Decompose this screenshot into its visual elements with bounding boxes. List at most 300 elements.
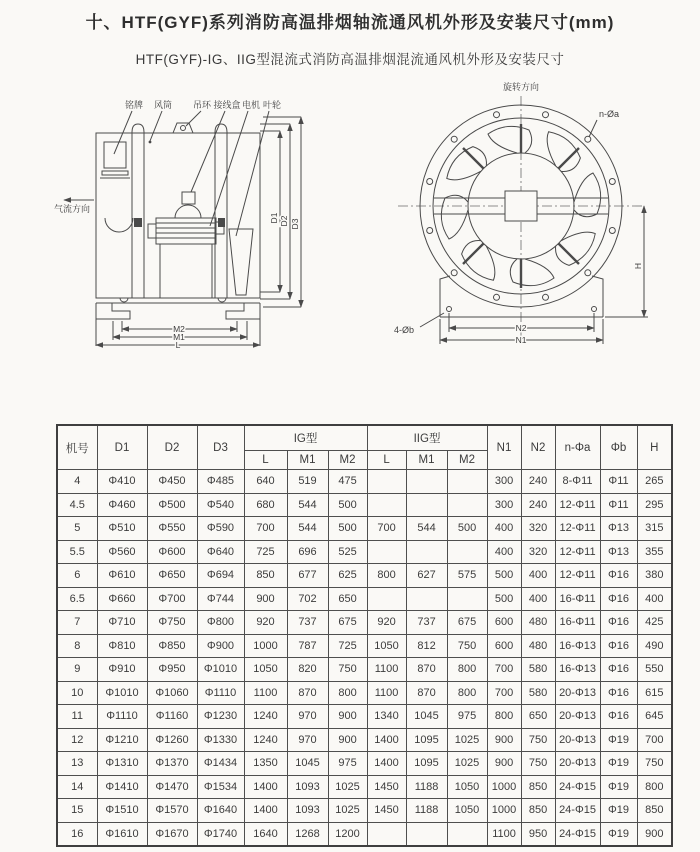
col-group-ig: IG型 <box>244 425 367 451</box>
cell: 9 <box>57 658 97 682</box>
table-row <box>57 517 672 541</box>
cell: 900 <box>487 752 521 776</box>
cell: 580 <box>521 681 555 705</box>
rotation-direction-label: 旋转方向 <box>502 82 540 92</box>
col-header-d2: D2 <box>147 425 197 470</box>
cell: 725 <box>328 634 367 658</box>
cell: 12-Φ11 <box>555 517 600 541</box>
cell: 787 <box>287 634 328 658</box>
base-notches <box>120 298 226 302</box>
cell: Φ590 <box>197 517 244 541</box>
table-row <box>57 799 672 823</box>
col-header-h: H <box>637 425 672 470</box>
cell: Φ1260 <box>147 728 197 752</box>
cell: 500 <box>328 493 367 517</box>
cell: 355 <box>637 540 672 564</box>
cell: Φ660 <box>97 587 147 611</box>
motor-pedestal <box>160 244 212 298</box>
cell: 10 <box>57 681 97 705</box>
flange-ring-left <box>132 124 144 298</box>
cell <box>406 822 447 846</box>
dim-label-n1: N1 <box>515 335 527 345</box>
cell <box>406 493 447 517</box>
cell: 1100 <box>487 822 521 846</box>
cell: Φ16 <box>600 634 637 658</box>
cell: 380 <box>637 564 672 588</box>
cell: 490 <box>637 634 672 658</box>
cell <box>367 540 406 564</box>
cell <box>367 822 406 846</box>
cell: Φ19 <box>600 775 637 799</box>
cell: 1240 <box>244 705 287 729</box>
cell: Φ1160 <box>147 705 197 729</box>
cell: 475 <box>328 470 367 494</box>
cell: Φ1670 <box>147 822 197 846</box>
cell: 1050 <box>244 658 287 682</box>
fan-casing <box>96 133 260 298</box>
cell: Φ710 <box>97 611 147 635</box>
cell: 1025 <box>447 752 487 776</box>
cell: 1100 <box>367 681 406 705</box>
cell: 20-Φ13 <box>555 705 600 729</box>
cell: 240 <box>521 493 555 517</box>
cell: Φ1010 <box>197 658 244 682</box>
cell: Φ1010 <box>97 681 147 705</box>
cell: Φ485 <box>197 470 244 494</box>
cell: 1400 <box>367 752 406 776</box>
cell: Φ19 <box>600 752 637 776</box>
cell: 650 <box>521 705 555 729</box>
cell: 970 <box>287 705 328 729</box>
leader-line <box>150 111 162 141</box>
table-row <box>57 681 672 705</box>
cell: 320 <box>521 540 555 564</box>
motor-label: 电机 <box>241 100 261 110</box>
cell: 24-Φ15 <box>555 775 600 799</box>
cell: 1200 <box>328 822 367 846</box>
cell: 6.5 <box>57 587 97 611</box>
cell: Φ600 <box>147 540 197 564</box>
cell: 1188 <box>406 775 447 799</box>
cell: 1050 <box>367 634 406 658</box>
col-header-ig-l: L <box>244 451 287 470</box>
table-row <box>57 775 672 799</box>
cell: Φ16 <box>600 564 637 588</box>
cell: 750 <box>521 728 555 752</box>
cell: Φ510 <box>97 517 147 541</box>
motor-dome <box>175 205 201 218</box>
leader-dot <box>149 141 152 144</box>
table-row <box>57 822 672 846</box>
cell: 700 <box>244 517 287 541</box>
cell: Φ1470 <box>147 775 197 799</box>
cell: Φ1510 <box>97 799 147 823</box>
cell: 625 <box>328 564 367 588</box>
pedestal-right <box>592 276 603 317</box>
cell: 315 <box>637 517 672 541</box>
cell: 1000 <box>487 775 521 799</box>
cell: 920 <box>367 611 406 635</box>
col-header-machine-no: 机号 <box>57 425 97 470</box>
bearing-block-right <box>218 218 225 227</box>
cell: 812 <box>406 634 447 658</box>
cell: 870 <box>287 681 328 705</box>
cell: Φ16 <box>600 587 637 611</box>
cell: 16-Φ11 <box>555 611 600 635</box>
bearing-block-left <box>134 218 142 227</box>
cell <box>447 470 487 494</box>
cell: Φ550 <box>147 517 197 541</box>
cell: 900 <box>328 728 367 752</box>
cell: 615 <box>637 681 672 705</box>
cell: 20-Φ13 <box>555 728 600 752</box>
cell: 500 <box>487 564 521 588</box>
cell: Φ694 <box>197 564 244 588</box>
col-header-d1: D1 <box>97 425 147 470</box>
cell: 16 <box>57 822 97 846</box>
cell: 1050 <box>447 799 487 823</box>
flange-holes-label: n-Øa <box>599 109 620 119</box>
cell: 1400 <box>244 799 287 823</box>
cell: 870 <box>406 681 447 705</box>
cell: 675 <box>328 611 367 635</box>
cell: 295 <box>637 493 672 517</box>
cell: 8 <box>57 634 97 658</box>
cell: Φ1610 <box>97 822 147 846</box>
cell: 16-Φ11 <box>555 587 600 611</box>
cell: Φ19 <box>600 799 637 823</box>
diffuser-cone <box>229 229 253 295</box>
table-row <box>57 470 672 494</box>
cell: Φ744 <box>197 587 244 611</box>
cell: 5.5 <box>57 540 97 564</box>
cell <box>447 540 487 564</box>
impeller-label: 叶轮 <box>262 100 282 110</box>
foot-holes-label: 4-Øb <box>394 325 415 335</box>
cell: 24-Φ15 <box>555 822 600 846</box>
cell: Φ560 <box>97 540 147 564</box>
cell: Φ800 <box>197 611 244 635</box>
cell <box>406 470 447 494</box>
cell: 1045 <box>406 705 447 729</box>
cell: Φ1060 <box>147 681 197 705</box>
cell: Φ900 <box>197 634 244 658</box>
cell: Φ640 <box>197 540 244 564</box>
cell: 1095 <box>406 728 447 752</box>
cell: Φ460 <box>97 493 147 517</box>
cell: 640 <box>244 470 287 494</box>
col-header-iig-m2: M2 <box>447 451 487 470</box>
cell: Φ1230 <box>197 705 244 729</box>
cell: 850 <box>244 564 287 588</box>
cell: 400 <box>521 564 555 588</box>
cell: 975 <box>328 752 367 776</box>
cell: 400 <box>487 540 521 564</box>
cell: 725 <box>244 540 287 564</box>
nameplate <box>104 142 126 168</box>
cell: 300 <box>487 470 521 494</box>
cell: 800 <box>487 705 521 729</box>
cell: Φ16 <box>600 658 637 682</box>
cell: Φ1410 <box>97 775 147 799</box>
cell: 1640 <box>244 822 287 846</box>
table-row <box>57 611 672 635</box>
cell: 480 <box>521 611 555 635</box>
cell: 240 <box>521 470 555 494</box>
cell: 4.5 <box>57 493 97 517</box>
leader-line <box>191 111 225 192</box>
lifting-lug-hole <box>181 126 186 131</box>
foot-right <box>226 303 260 319</box>
dim-label-h: H <box>633 262 643 270</box>
cell: Φ650 <box>147 564 197 588</box>
cell: Φ610 <box>97 564 147 588</box>
table-row <box>57 587 672 611</box>
cell: 950 <box>521 822 555 846</box>
col-header-d3: D3 <box>197 425 244 470</box>
cell: 15 <box>57 799 97 823</box>
foot-hole-right <box>592 307 597 312</box>
cell: Φ1740 <box>197 822 244 846</box>
cell: 544 <box>287 493 328 517</box>
cell: 400 <box>521 587 555 611</box>
cell: 480 <box>521 634 555 658</box>
cell: 800 <box>367 564 406 588</box>
cell: 4 <box>57 470 97 494</box>
cell: 300 <box>487 493 521 517</box>
cell: 1188 <box>406 799 447 823</box>
cell: 900 <box>328 705 367 729</box>
cell: 1240 <box>244 728 287 752</box>
cell: 600 <box>487 634 521 658</box>
dim-label-l: L <box>175 340 181 350</box>
cell: Φ1110 <box>97 705 147 729</box>
motor-bracket-left <box>148 224 156 238</box>
nameplate-label: 铭牌 <box>124 100 144 110</box>
airflow-label: 气流方向 <box>54 204 91 214</box>
cell: 500 <box>328 517 367 541</box>
motor-body <box>156 218 216 244</box>
cell: 580 <box>521 658 555 682</box>
cell: 800 <box>447 658 487 682</box>
dim-label-d3: D3 <box>290 218 300 230</box>
cell: 1400 <box>244 775 287 799</box>
cell: 800 <box>328 681 367 705</box>
cell: Φ1570 <box>147 799 197 823</box>
table-row <box>57 705 672 729</box>
col-header-ig-m1: M1 <box>287 451 328 470</box>
cell: 8-Φ11 <box>555 470 600 494</box>
cell: 627 <box>406 564 447 588</box>
cell: 5 <box>57 517 97 541</box>
cell: Φ540 <box>197 493 244 517</box>
col-group-iig: IIG型 <box>367 425 487 451</box>
cell: 1450 <box>367 775 406 799</box>
cell: 600 <box>487 611 521 635</box>
cell: Φ500 <box>147 493 197 517</box>
cell: 850 <box>521 799 555 823</box>
cell: 700 <box>637 728 672 752</box>
cell: 696 <box>287 540 328 564</box>
cell: 544 <box>406 517 447 541</box>
cell: 737 <box>406 611 447 635</box>
cell: 680 <box>244 493 287 517</box>
cell: 1268 <box>287 822 328 846</box>
dimensions-table-body <box>57 470 672 847</box>
cell: 320 <box>521 517 555 541</box>
cell: Φ950 <box>147 658 197 682</box>
cell: Φ1310 <box>97 752 147 776</box>
cell: 920 <box>244 611 287 635</box>
cell: 870 <box>406 658 447 682</box>
cell: 1400 <box>367 728 406 752</box>
dimensions-table <box>56 424 673 847</box>
leader-line <box>186 111 201 126</box>
cell: Φ16 <box>600 705 637 729</box>
cell: 525 <box>328 540 367 564</box>
table-row <box>57 752 672 776</box>
cell <box>367 493 406 517</box>
cell: 20-Φ13 <box>555 681 600 705</box>
table-row <box>57 493 672 517</box>
cell: Φ1434 <box>197 752 244 776</box>
foot-left <box>96 303 130 319</box>
table-row <box>57 658 672 682</box>
cell: 24-Φ15 <box>555 799 600 823</box>
cell: 975 <box>447 705 487 729</box>
side-view-drawing <box>50 88 360 360</box>
col-header-n2: N2 <box>521 425 555 470</box>
cell: 677 <box>287 564 328 588</box>
cell: 500 <box>487 587 521 611</box>
cell: 1093 <box>287 775 328 799</box>
cell: 1340 <box>367 705 406 729</box>
foot-hole-left <box>447 307 452 312</box>
cell: 1025 <box>328 799 367 823</box>
cell: 800 <box>447 681 487 705</box>
cell: 13 <box>57 752 97 776</box>
cell: 544 <box>287 517 328 541</box>
flange-ring-right <box>215 124 227 298</box>
pedestal-left <box>440 276 450 317</box>
cell: Φ1534 <box>197 775 244 799</box>
cell: Φ19 <box>600 822 637 846</box>
dim-label-d1: D1 <box>269 212 279 224</box>
cell: 700 <box>487 681 521 705</box>
cell: 750 <box>521 752 555 776</box>
cell: 12 <box>57 728 97 752</box>
cell: 1000 <box>487 799 521 823</box>
cell: Φ16 <box>600 611 637 635</box>
front-view-drawing <box>392 80 692 360</box>
cell: Φ19 <box>600 728 637 752</box>
cell: 1025 <box>328 775 367 799</box>
cell: 750 <box>328 658 367 682</box>
cell: 400 <box>487 517 521 541</box>
table-row <box>57 634 672 658</box>
cell: 7 <box>57 611 97 635</box>
cell: 850 <box>637 799 672 823</box>
junction-box <box>182 192 195 204</box>
cell <box>406 540 447 564</box>
cell: 1350 <box>244 752 287 776</box>
cell: Φ700 <box>147 587 197 611</box>
cell: 1045 <box>287 752 328 776</box>
cell: Φ13 <box>600 540 637 564</box>
cell: 20-Φ13 <box>555 752 600 776</box>
cell: 400 <box>637 587 672 611</box>
cell: 970 <box>287 728 328 752</box>
cell: Φ850 <box>147 634 197 658</box>
cell: 6 <box>57 564 97 588</box>
cell: 700 <box>487 658 521 682</box>
cell <box>367 587 406 611</box>
col-header-phi-b: Φb <box>600 425 637 470</box>
cell: 850 <box>521 775 555 799</box>
cell: 1000 <box>244 634 287 658</box>
cell: 16-Φ13 <box>555 634 600 658</box>
inlet-bellmouth <box>105 218 133 232</box>
cell: 12-Φ11 <box>555 493 600 517</box>
cell: Φ410 <box>97 470 147 494</box>
cell: 900 <box>637 822 672 846</box>
table-row <box>57 540 672 564</box>
dim-label-n2: N2 <box>515 323 527 333</box>
cell: 1050 <box>447 775 487 799</box>
nameplate-tray <box>102 171 128 175</box>
cell: Φ810 <box>97 634 147 658</box>
col-header-iig-l: L <box>367 451 406 470</box>
cell: 900 <box>487 728 521 752</box>
junction-box-label: 接线盒 <box>213 100 241 110</box>
lifting-ring-label: 吊环 <box>192 100 212 110</box>
cell <box>367 470 406 494</box>
hub-square <box>505 191 537 221</box>
cell: 800 <box>637 775 672 799</box>
cell: 265 <box>637 470 672 494</box>
cell: 900 <box>244 587 287 611</box>
dim-label-m1: M1 <box>173 332 185 342</box>
cell: 650 <box>328 587 367 611</box>
cell: Φ450 <box>147 470 197 494</box>
cell <box>447 587 487 611</box>
cell: 575 <box>447 564 487 588</box>
cell: Φ11 <box>600 470 637 494</box>
cell: 11 <box>57 705 97 729</box>
col-header-n1: N1 <box>487 425 521 470</box>
page-title: 十、HTF(GYF)系列消防高温排烟轴流通风机外形及安装尺寸(mm) <box>85 13 615 32</box>
cell: Φ1210 <box>97 728 147 752</box>
cell: 500 <box>447 517 487 541</box>
cell: 645 <box>637 705 672 729</box>
cell <box>447 822 487 846</box>
cell: 12-Φ11 <box>555 564 600 588</box>
cell: 820 <box>287 658 328 682</box>
cell: 1100 <box>244 681 287 705</box>
cell: Φ1330 <box>197 728 244 752</box>
leader-line <box>589 120 597 137</box>
cell: 14 <box>57 775 97 799</box>
cell <box>406 587 447 611</box>
cell: 700 <box>367 517 406 541</box>
page-subtitle: HTF(GYF)-IG、IIG型混流式消防高温排烟混流通风机外形及安装尺寸 <box>135 52 565 67</box>
cell: 1025 <box>447 728 487 752</box>
lifting-lug <box>173 123 193 133</box>
cell: 12-Φ11 <box>555 540 600 564</box>
table-row <box>57 728 672 752</box>
cell: 750 <box>637 752 672 776</box>
cell <box>447 493 487 517</box>
